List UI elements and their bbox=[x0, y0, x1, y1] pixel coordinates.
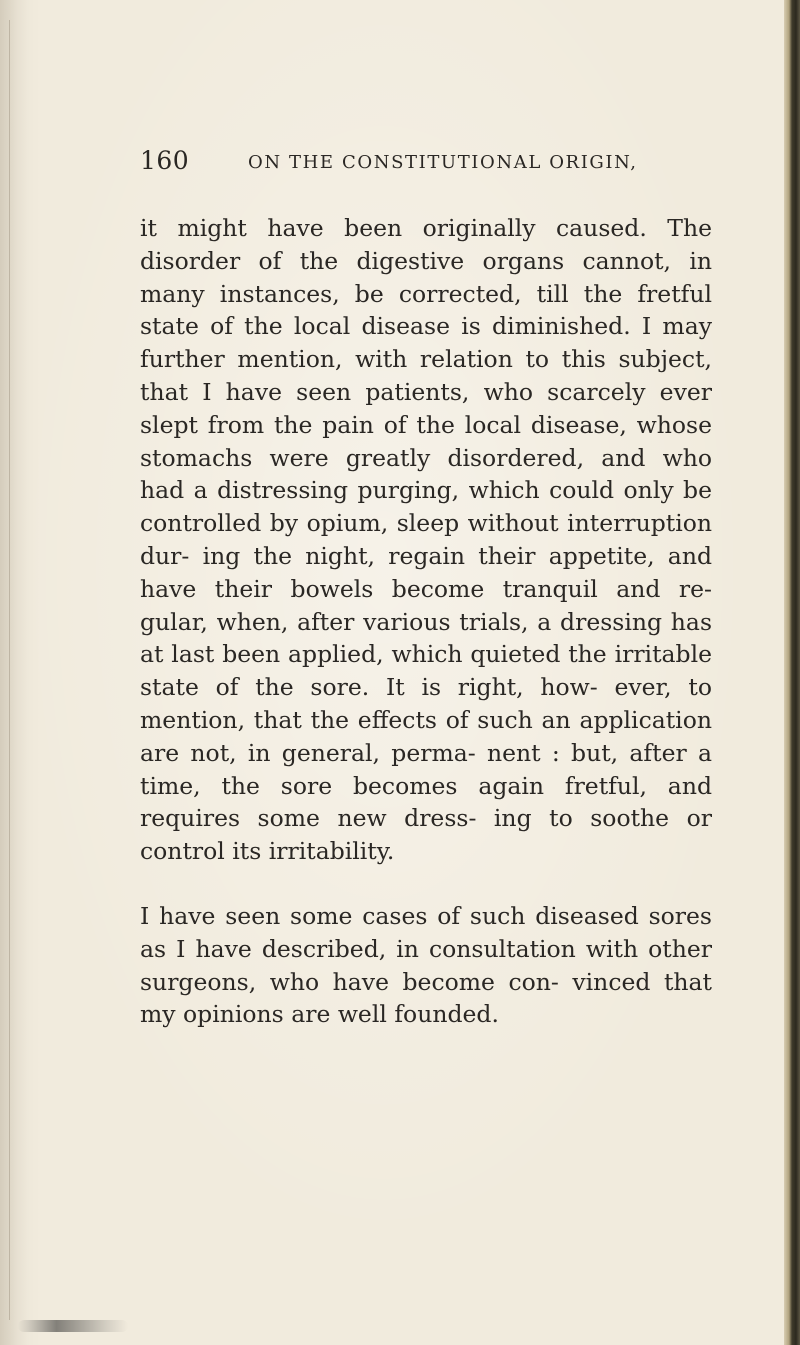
page-fold-line bbox=[9, 20, 10, 1320]
book-binding-edge bbox=[784, 0, 800, 1345]
running-title: ON THE CONSTITUTIONAL ORIGIN, bbox=[248, 152, 638, 173]
page-left-edge-shadow bbox=[0, 0, 28, 1345]
ink-smudge bbox=[18, 1320, 128, 1332]
paragraph-2: I have seen some cases of such diseased sores as I have described, in consultation with other surgeons, who have become con- vinced that my opinions are well founded. bbox=[140, 901, 712, 1029]
page-header bbox=[140, 146, 660, 180]
body-text bbox=[140, 212, 712, 1031]
page-number: 160 bbox=[140, 146, 190, 175]
paragraph-1: it might have been originally caused. The disorder of the digestive organs cannot, in many instances, be corrected, till the fretful state of the local disease is diminished. I may further mention, with relation to this subject, that I have seen patients, who scarcely ever slept from the pain of the local disease, whose stomachs were greatly disordered, and who had a distressing purging, which could only be controlled by opium, sleep without interruption dur- ing the night, regain their appetite, and have their bowels become tranquil and re- gular, when, after various trials, a dressing has at last been applied, which quieted the irritable state of the sore. It is right, how- ever, to mention, that the effects of such an application are not, in general, perma- nent : but, after a time, the sore becomes again fretful, and requires some new dress- ing to soothe or control its irritability. bbox=[140, 214, 712, 866]
